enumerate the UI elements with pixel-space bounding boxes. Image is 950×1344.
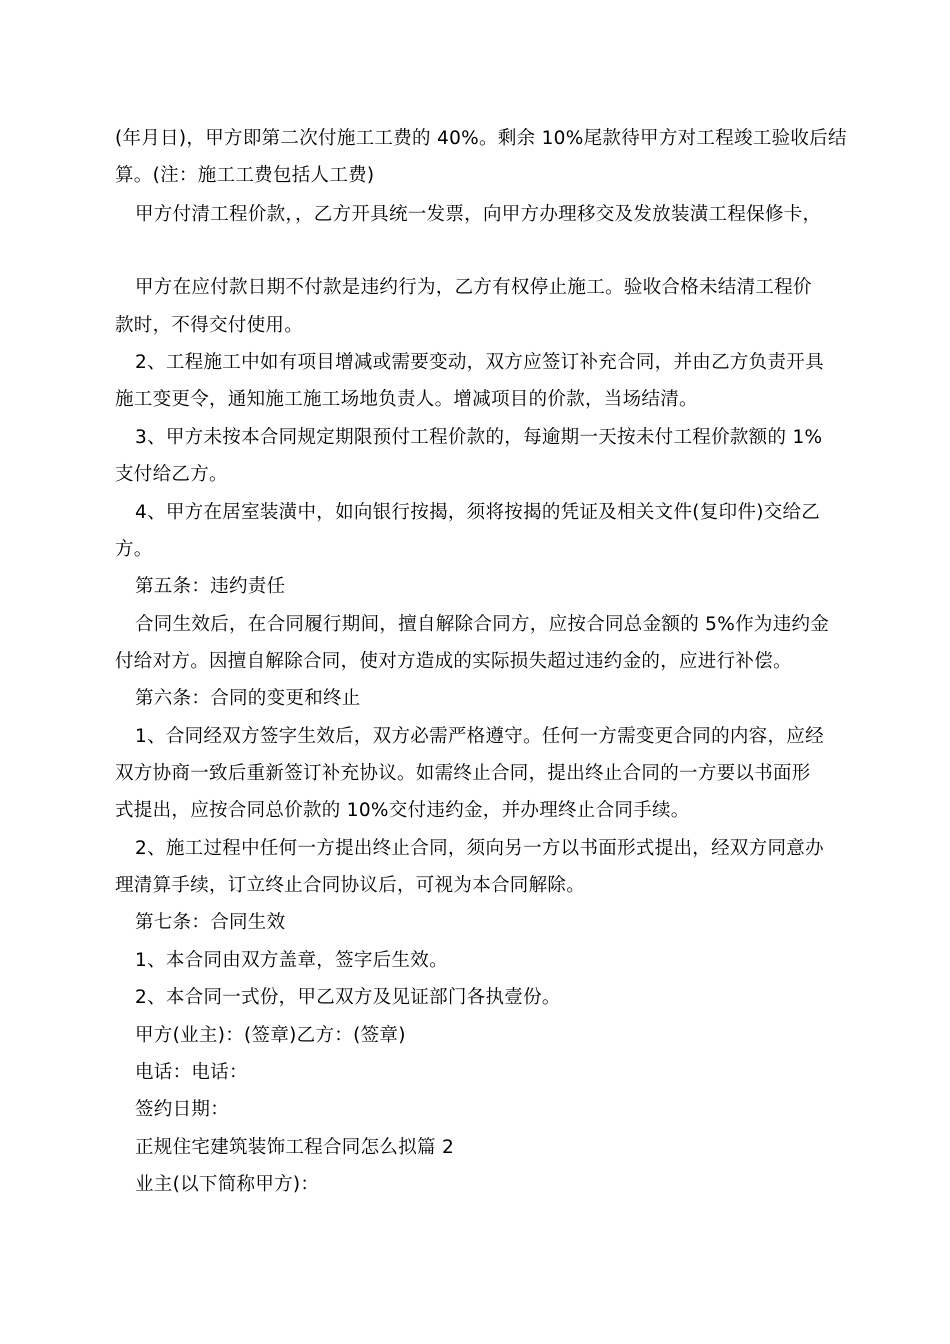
text-line: 甲方在应付款日期不付款是违约行为，乙方有权停止施工。验收合格未结清工程价 [135, 277, 812, 298]
text-line: 算。(注：施工工费包括人工费) [115, 165, 375, 186]
text-line: 2、施工过程中任何一方提出终止合同，须向另一方以书面形式提出，经双方同意办 [135, 838, 824, 859]
text-line: 双方协商一致后重新签订补充协议。如需终止合同，提出终止合同的一方要以书面形 [115, 763, 811, 784]
text-line: 式提出，应按合同总价款的 10%交付违约金，并办理终止合同手续。 [115, 800, 690, 821]
text-line: 理清算手续，订立终止合同协议后，可视为本合同解除。 [115, 875, 586, 896]
text-line: (年月日)，甲方即第二次付施工工费的 40%。剩余 10%尾款待甲方对工程竣工验收后结 [115, 128, 847, 149]
phone-line: 电话：电话： [135, 1062, 248, 1083]
text-line: 3、甲方未按本合同规定期限预付工程价款的，每逾期一天按未付工程价款额的 1% [135, 427, 823, 448]
date-line: 签约日期： [135, 1099, 230, 1120]
signature-line: 甲方(业主)：(签章)乙方：(签章) [135, 1025, 406, 1046]
text-line: 合同生效后，在合同履行期间，擅自解除合同方，应按合同总金额的 5%作为违约金 [135, 614, 830, 635]
text-line: 2、工程施工中如有项目增减或需要变动，双方应签订补充合同，并由乙方负责开具 [135, 352, 824, 373]
text-line: 款时，不得交付使用。 [115, 315, 304, 336]
section-heading: 第七条：合同生效 [135, 912, 286, 933]
document-title: 正规住宅建筑装饰工程合同怎么拟篇 2 [135, 1137, 455, 1158]
text-line: 支付给乙方。 [115, 464, 228, 485]
text-line: 业主(以下简称甲方)： [135, 1174, 320, 1195]
section-heading: 第五条：违约责任 [135, 576, 286, 597]
text-line: 1、合同经双方签字生效后，双方必需严格遵守。任何一方需变更合同的内容，应经 [135, 726, 824, 747]
text-line: 2、本合同一式份，甲乙双方及见证部门各执壹份。 [135, 987, 561, 1008]
text-line: 方。 [115, 539, 153, 560]
text-line: 甲方付清工程价款，，乙方开具统一发票，向甲方办理移交及发放装潢工程保修卡， [135, 204, 822, 225]
text-line: 付给对方。因擅自解除合同，使对方造成的实际损失超过违约金的，应进行补偿。 [115, 651, 792, 672]
section-heading: 第六条：合同的变更和终止 [135, 688, 361, 709]
text-line: 施工变更令，通知施工施工场地负责人。增减项目的价款，当场结清。 [115, 389, 698, 410]
text-line: 1、本合同由双方盖章，签字后生效。 [135, 950, 448, 971]
text-line: 4、甲方在居室装潢中，如向银行按揭，须将按揭的凭证及相关文件(复印件)交给乙 [135, 502, 821, 523]
